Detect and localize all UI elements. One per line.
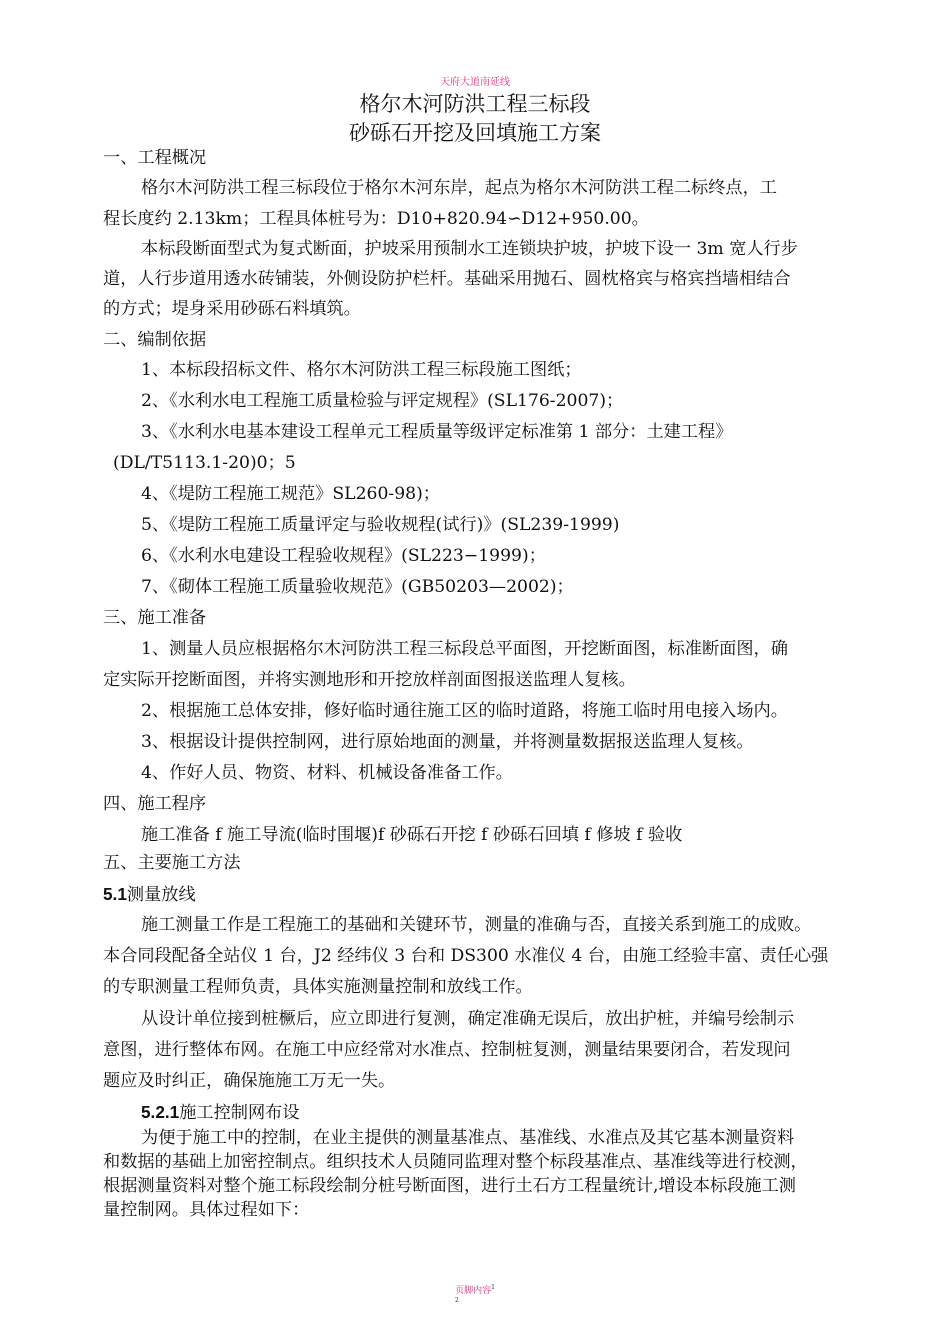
page-footer [0,1283,950,1296]
paragraph-line: 的方式；堤身采用砂砾石料填筑。 [103,299,361,319]
list-item: 7、《砌体工程施工质量验收规范》(GB50203—2002)； [141,577,574,597]
subsection-title: 施工控制网布设 [179,1103,300,1123]
paragraph-line: 道，人行步道用透水砖铺装，外侧设防护栏杆。基础采用抛石、圆枕格宾与格宾挡墙相结合 [103,269,791,289]
document-title-line-1: 格尔木河防洪工程三标段 [359,92,591,116]
list-item: 1、测量人员应根据格尔木河防洪工程三标段总平面图，开挖断面图，标准断面图，确 [141,639,788,659]
paragraph-line: 格尔木河防洪工程三标段位于格尔木河东岸，起点为格尔木河防洪工程二标终点，工 [141,178,777,198]
section-heading: 五、主要施工方法 [103,853,241,873]
subsection-heading [103,886,196,904]
list-item: 定实际开挖断面图，并将实测地形和开挖放样剖面图报送监理人复核。 [103,670,636,690]
paragraph-line: 本合同段配备全站仪 1 台，J2 经纬仪 3 台和 DS300 水准仪 4 台，由施工经验丰富、责任心强 [103,946,829,966]
paragraph-line: 施工测量工作是工程施工的基础和关键环节，测量的准确与否，直接关系到施工的成败。 [141,915,812,935]
paragraph-line: 为便于施工中的控制，在业主提供的测量基准点、基准线、水准点及其它基本测量资料 [141,1128,795,1148]
subsection-title: 测量放线 [126,885,196,905]
list-item: 2、根据施工总体安排，修好临时通往施工区的临时道路，将施工临时用电接入场内。 [141,701,788,721]
footer-text: 页脚内容 [455,1286,492,1296]
paragraph-line: 量控制网。具体过程如下： [103,1200,310,1220]
subsection-number: 5.2.1 [141,1102,180,1122]
paragraph-line: 题应及时纠正，确保施施工万无一失。 [103,1071,396,1091]
paragraph-line: 从设计单位接到桩橛后，应立即进行复测，确定准确无误后，放出护桩，并编号绘制示 [141,1009,795,1029]
footer-superscript: 1 [491,1284,495,1291]
subsection-number: 5.1 [103,884,127,904]
list-item: 5、《堤防工程施工质量评定与验收规程(试行)》(SL239-1999) [141,515,620,535]
paragraph-line: 施工准备 f 施工导流(临时围堰)f 砂砾石开挖 f 砂砾石回填 f 修坡 f 验收 [141,825,683,845]
list-item: 4、《堤防工程施工规范》SL260-98)； [141,484,440,504]
list-item: 2、《水利水电工程施工质量检验与评定规程》(SL176-2007)； [141,391,624,411]
list-item: 4、作好人员、物资、材料、机械设备准备工作。 [141,763,513,783]
list-item: 1、本标段招标文件、格尔木河防洪工程三标段施工图纸； [141,360,582,380]
list-item: (DL/T5113.1-20)0；5 [113,453,296,473]
list-item: 6、《水利水电建设工程验收规程》(SL223−1999)； [141,546,546,566]
list-item: 3、《水利水电基本建设工程单元工程质量等级评定标准第 1 部分：土建工程》 [141,422,733,442]
document-title-line-2: 砂砾石开挖及回填施工方案 [349,121,601,145]
page-number: 2 [455,1297,459,1304]
paragraph-line: 意图，进行整体布网。在施工中应经常对水准点、控制桩复测，测量结果要闭合，若发现问 [103,1040,791,1060]
section-heading: 三、施工准备 [103,608,207,628]
subsection-heading [141,1104,300,1122]
section-heading: 二、编制依据 [103,330,207,350]
paragraph-line: 本标段断面型式为复式断面，护坡采用预制水工连锁块护坡，护坡下设一 3m 宽人行步 [141,239,798,259]
paragraph-line: 程长度约 2.13km；工程具体桩号为：D10+820.94∽D12+950.00。 [103,209,649,229]
page-header: 天府大道南延线 [440,77,510,88]
paragraph-line: 和数据的基础上加密控制点。组织技术人员随同监理对整个标段基准点、基准线等进行校测， [103,1152,808,1172]
section-heading: 一、工程概况 [103,148,207,168]
section-heading: 四、施工程序 [103,794,207,814]
list-item: 3、根据设计提供控制网，进行原始地面的测量，并将测量数据报送监理人复核。 [141,732,754,752]
paragraph-line: 根据测量资料对整个施工标段绘制分桩号断面图，进行土石方工程量统计,增设本标段施工测 [103,1176,796,1196]
paragraph-line: 的专职测量工程师负责，具体实施测量控制和放线工作。 [103,977,533,997]
